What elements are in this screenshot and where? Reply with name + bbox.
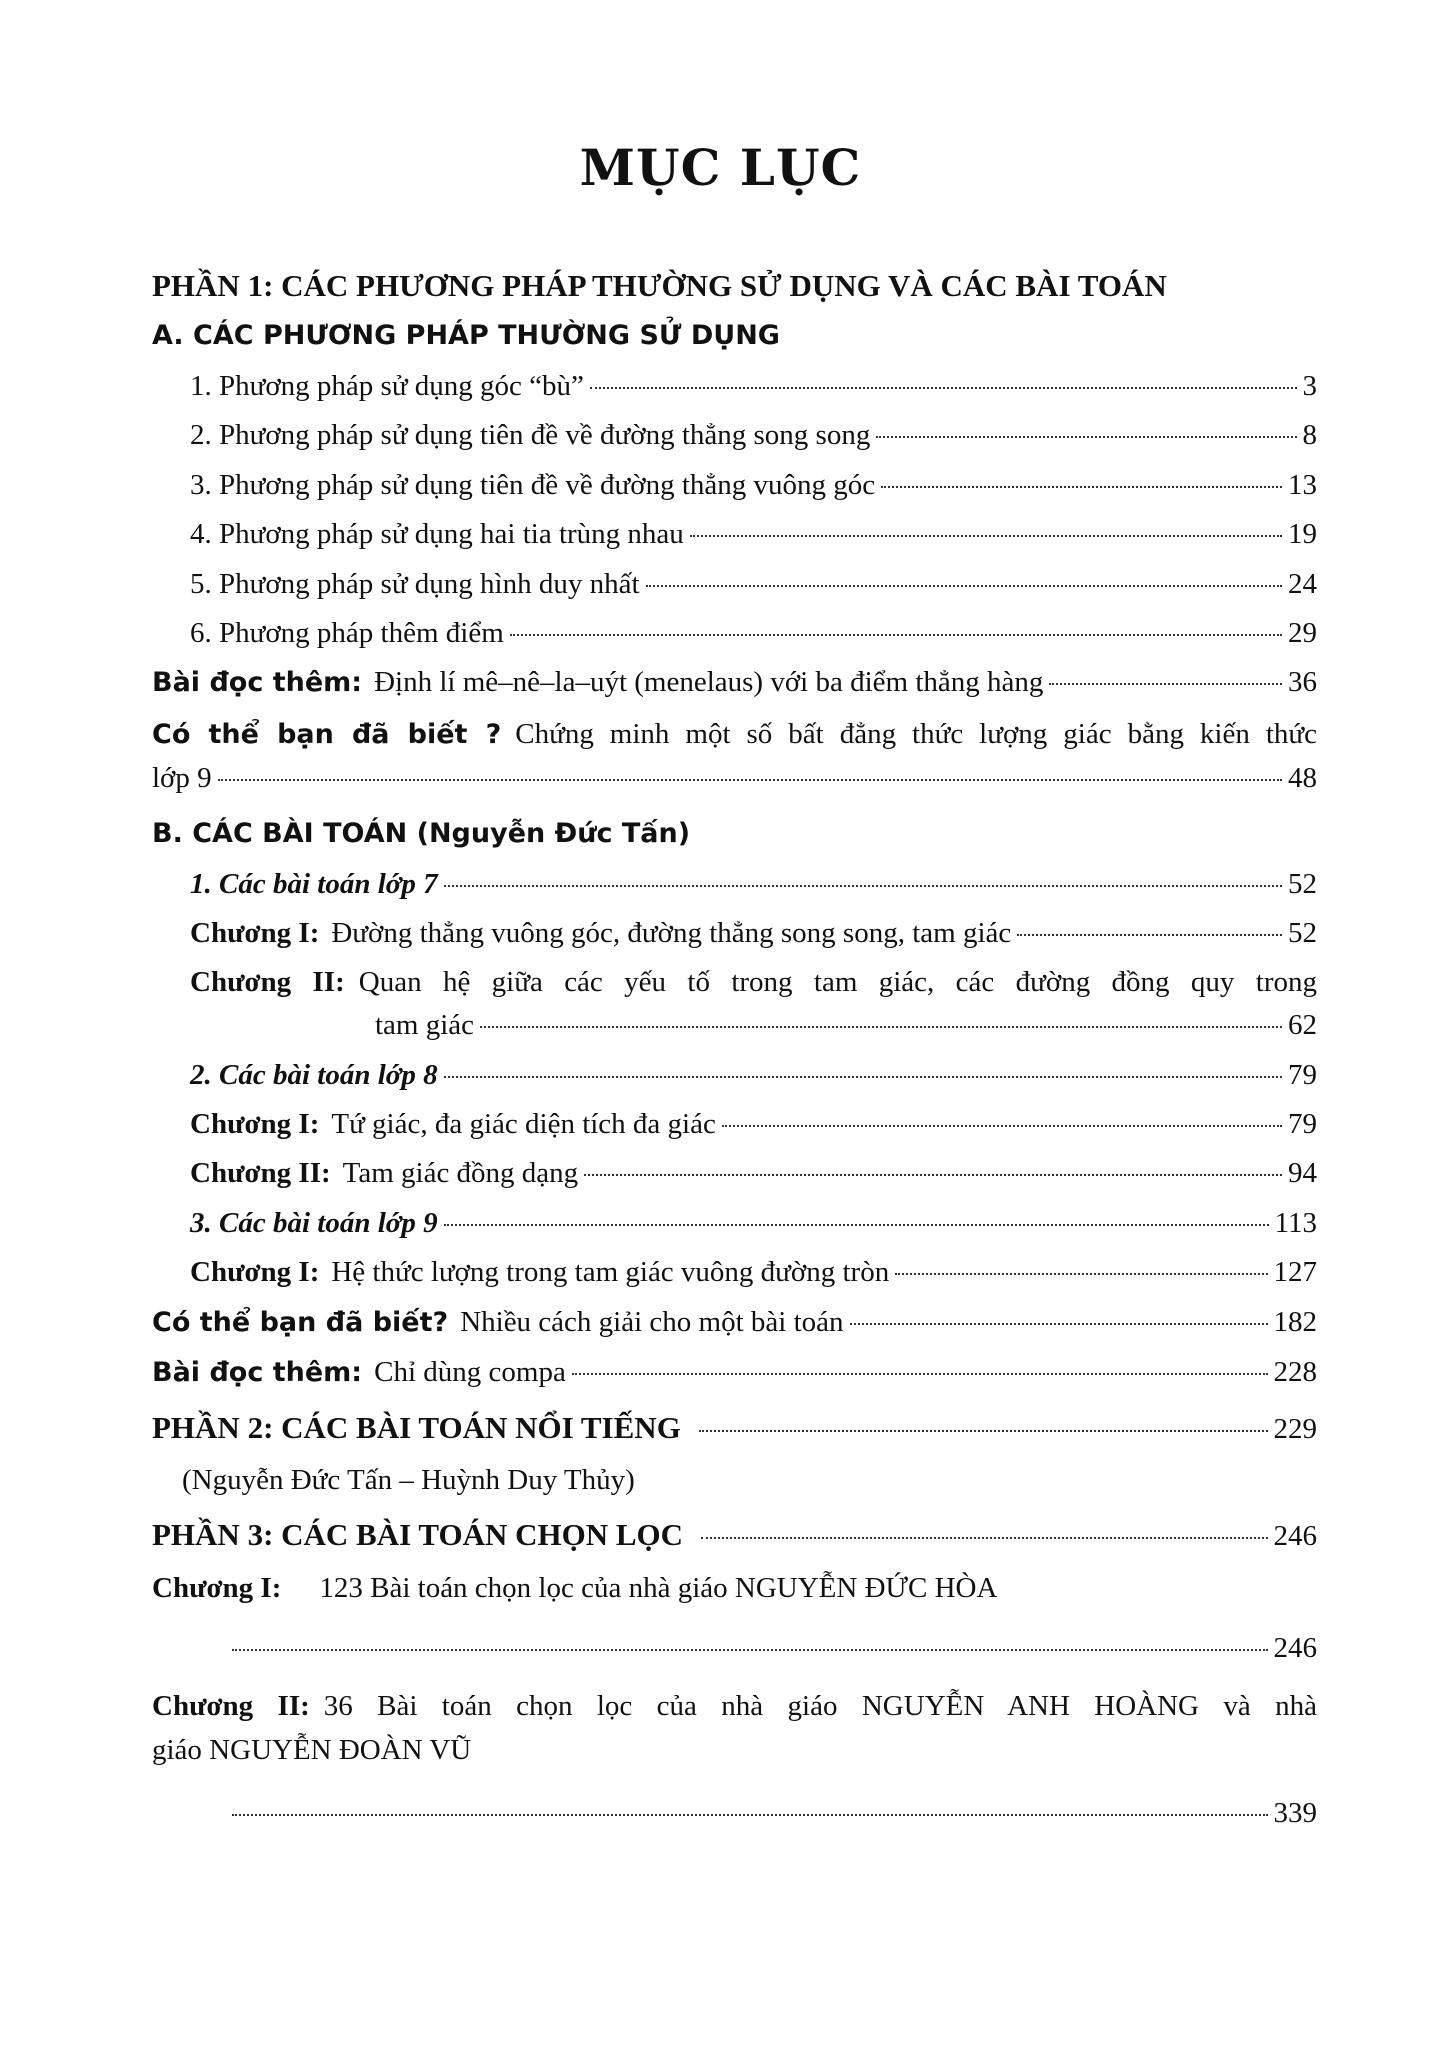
toc-entry-chapter[interactable] (190, 1108, 1317, 1152)
entry-text: 1. Phương pháp sử dụng góc “bù” (190, 370, 584, 402)
toc-entry-part3-ch2-line3[interactable] (232, 1797, 1317, 1841)
toc-entry[interactable] (190, 370, 1317, 414)
toc-entry-part3-ch1-line2[interactable] (232, 1632, 1317, 1676)
dot-leader (1017, 934, 1282, 936)
dot-leader (480, 1026, 1282, 1028)
page-number: 62 (1288, 1009, 1317, 1041)
page-number: 24 (1288, 568, 1317, 600)
toc-entry-grade[interactable] (190, 1207, 1317, 1251)
entry-text: 1. Các bài toán lớp 7 (190, 868, 438, 900)
section-a-heading: A. CÁC PHƯƠNG PHÁP THƯỜNG SỬ DỤNG (152, 320, 780, 351)
page-number: 228 (1273, 1356, 1317, 1388)
page-number: 8 (1302, 419, 1317, 451)
dot-leader (510, 634, 1282, 636)
toc-entry-part3[interactable] (152, 1517, 1317, 1561)
dot-leader (584, 1174, 1282, 1176)
part2-authors: (Nguyễn Đức Tấn – Huỳnh Duy Thủy) (182, 1464, 635, 1496)
entry-text: Đường thẳng vuông góc, đường thẳng song song, tam giác (331, 917, 1012, 949)
entry-text: Chứng minh một số bất đẳng thức lượng giác bằng kiến thức (515, 718, 1317, 750)
toc-entry[interactable] (190, 419, 1317, 463)
entry-text: 3. Phương pháp sử dụng tiên đề về đường thẳng vuông góc (190, 469, 876, 501)
entry-lead: Chương I: (190, 1108, 320, 1140)
page-number: 246 (1273, 1520, 1317, 1552)
toc-entry-did-you-know-line2[interactable] (152, 762, 1317, 806)
entry-text: 123 Bài toán chọn lọc của nhà giáo NGUYỄN ĐỨC HÒA (319, 1572, 998, 1604)
entry-text: Tứ giác, đa giác diện tích đa giác (331, 1108, 716, 1140)
dot-leader (590, 387, 1297, 389)
page-number: 48 (1288, 762, 1317, 794)
dot-leader (646, 585, 1282, 587)
entry-lead: Bài đọc thêm: (152, 667, 363, 698)
toc-entry-reading[interactable] (152, 1356, 1317, 1400)
entry-lead: Chương II: (190, 1157, 331, 1189)
page-number: 113 (1274, 1207, 1317, 1239)
dot-leader (232, 1814, 1268, 1816)
toc-entry[interactable] (190, 518, 1317, 562)
entry-lead: Chương I: (152, 1572, 282, 1604)
page-number: 79 (1288, 1108, 1317, 1140)
entry-text: Hệ thức lượng trong tam giác vuông đường tròn (331, 1256, 890, 1288)
entry-lead: Có thể bạn đã biết ? (152, 719, 502, 750)
page-number: 19 (1288, 518, 1317, 550)
dot-leader (699, 1430, 1268, 1432)
page-number: 339 (1273, 1797, 1317, 1829)
entry-lead: Bài đọc thêm: (152, 1357, 363, 1388)
entry-text: Chỉ dùng compa (374, 1356, 566, 1388)
entry-text: 36 Bài toán chọn lọc của nhà giáo NGUYỄN ANH HOÀNG và nhà (323, 1690, 1317, 1722)
page-number: 127 (1273, 1256, 1317, 1288)
entry-text: 5. Phương pháp sử dụng hình duy nhất (190, 568, 640, 600)
entry-text: Quan hệ giữa các yếu tố trong tam giác, các đường đồng quy trong (358, 966, 1318, 998)
page-number: 29 (1288, 617, 1317, 649)
part3-heading: PHẦN 3: CÁC BÀI TOÁN CHỌN LỌC (152, 1517, 684, 1552)
page-number: 3 (1302, 370, 1317, 402)
toc-entry-did-you-know-line1[interactable] (152, 718, 1317, 751)
dot-leader (218, 779, 1282, 781)
dot-leader (690, 535, 1282, 537)
dot-leader (701, 1537, 1267, 1539)
toc-entry-chapter[interactable] (190, 917, 1317, 961)
page-number: 36 (1288, 666, 1317, 698)
entry-text: tam giác (375, 1009, 475, 1041)
entry-text: Định lí mê–nê–la–uýt (menelaus) với ba điểm thẳng hàng (374, 666, 1044, 698)
page-number: 246 (1273, 1632, 1317, 1664)
part2-heading: PHẦN 2: CÁC BÀI TOÁN NỔI TIẾNG (152, 1410, 681, 1445)
page-number: 13 (1288, 469, 1317, 501)
toc-entry-grade[interactable] (190, 1059, 1317, 1103)
page-number: 52 (1288, 868, 1317, 900)
toc-entry-grade[interactable] (190, 868, 1317, 912)
part1-heading: PHẦN 1: CÁC PHƯƠNG PHÁP THƯỜNG SỬ DỤNG VÀ CÁC BÀI TOÁN (152, 268, 1167, 303)
page-title: MỤC LỤC (579, 138, 862, 197)
dot-leader (1049, 683, 1282, 685)
entry-lead: Chương I: (190, 917, 320, 949)
dot-leader (876, 436, 1296, 438)
entry-text: 2. Các bài toán lớp 8 (190, 1059, 438, 1091)
dot-leader (444, 1224, 1269, 1226)
toc-entry-part3-ch2-line1[interactable] (152, 1690, 1317, 1723)
toc-entry-chapter[interactable] (190, 1256, 1317, 1300)
dot-leader (895, 1273, 1267, 1275)
toc-entry-reading[interactable] (152, 666, 1317, 710)
entry-lead: Chương II: (190, 966, 345, 998)
entry-text: 2. Phương pháp sử dụng tiên đề về đường thẳng song song (190, 419, 871, 451)
entry-text: 3. Các bài toán lớp 9 (190, 1207, 438, 1239)
toc-entry-did-you-know[interactable] (152, 1306, 1317, 1350)
dot-leader (444, 885, 1282, 887)
toc-entry[interactable] (190, 469, 1317, 513)
page-number: 94 (1288, 1157, 1317, 1189)
toc-entry-chapter-line2[interactable] (375, 1009, 1317, 1053)
page-number: 52 (1288, 917, 1317, 949)
entry-lead: Chương I: (190, 1256, 320, 1288)
toc-entry-chapter[interactable] (190, 1157, 1317, 1201)
entry-text: 6. Phương pháp thêm điểm (190, 617, 504, 649)
toc-entry-part3-ch1-line1[interactable] (152, 1572, 997, 1605)
toc-entry-part3-ch2-line2: giáo NGUYỄN ĐOÀN VŨ (152, 1734, 472, 1766)
dot-leader (881, 486, 1282, 488)
toc-entry[interactable] (190, 568, 1317, 612)
page-number: 229 (1273, 1413, 1317, 1445)
toc-entry-part2[interactable] (152, 1410, 1317, 1454)
dot-leader (232, 1649, 1268, 1651)
page-number: 79 (1288, 1059, 1317, 1091)
entry-text: 4. Phương pháp sử dụng hai tia trùng nhau (190, 518, 684, 550)
dot-leader (572, 1373, 1268, 1375)
toc-entry[interactable] (190, 617, 1317, 661)
dot-leader (444, 1076, 1282, 1078)
entry-lead: Có thể bạn đã biết? (152, 1307, 449, 1338)
section-b-heading: B. CÁC BÀI TOÁN (Nguyễn Đức Tấn) (152, 818, 691, 849)
dot-leader (850, 1323, 1268, 1325)
entry-text: Tam giác đồng dạng (342, 1157, 579, 1189)
dot-leader (722, 1125, 1282, 1127)
page-number: 182 (1273, 1306, 1317, 1338)
entry-lead: Chương II: (152, 1690, 310, 1722)
toc-entry-chapter-line1[interactable] (190, 966, 1317, 999)
entry-text: lớp 9 (152, 762, 212, 794)
entry-text: Nhiều cách giải cho một bài toán (460, 1306, 844, 1338)
